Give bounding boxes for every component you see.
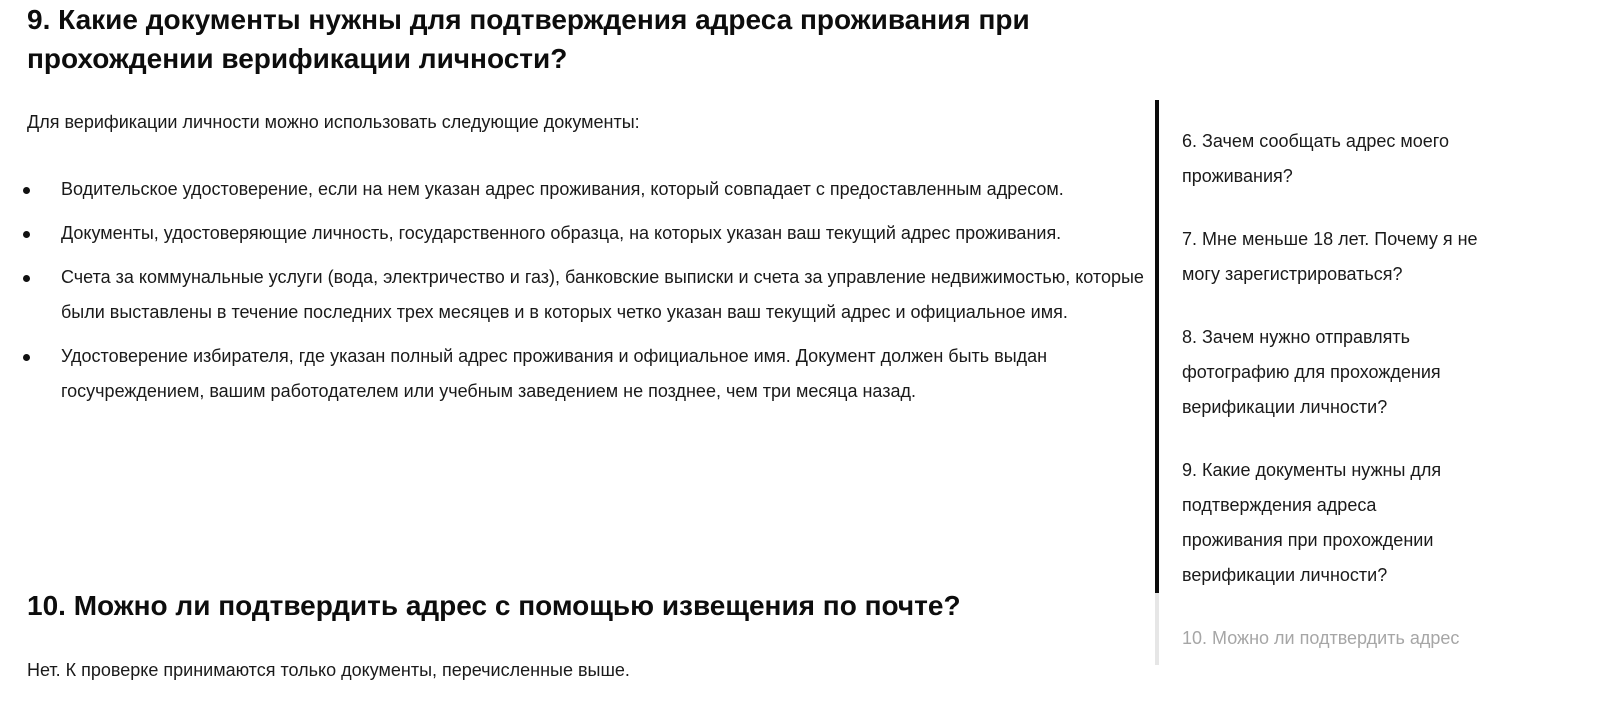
list-item-text: Водительское удостоверение, если на нем указан адрес проживания, который совпадает с предоставленным адресом.: [61, 179, 1064, 199]
list-item: [27, 339, 1157, 409]
bullet-icon: [23, 354, 30, 361]
toc-item-question-8[interactable]: 8. Зачем нужно отправлять фотографию для прохождения верификации личности?: [1182, 327, 1441, 417]
bullet-icon: [23, 187, 30, 194]
toc-item-question-9[interactable]: 9. Какие документы нужны для подтверждения адреса проживания при прохождении верификации личности?: [1182, 460, 1442, 585]
question-10-heading: 10. Можно ли подтвердить адрес с помощью извещения по почте?: [27, 590, 961, 621]
toc-item-question-7[interactable]: 7. Мне меньше 18 лет. Почему я не могу зарегистрироваться?: [1182, 229, 1478, 284]
document-list: [27, 172, 1157, 418]
list-item-text: Документы, удостоверяющие личность, государственного образца, на которых указан ваш текущий адрес проживания.: [61, 223, 1062, 243]
question-9-heading: 9. Какие документы нужны для подтверждения адреса проживания при прохождении верификации личности?: [27, 4, 1030, 74]
list-item-text: Счета за коммунальные услуги (вода, электричество и газ), банковские выписки и счета за управление недвижимостью, которые были выставлены в течение последних трех месяцев и в которых четко указан ваш текущий адрес и официальное имя.: [61, 267, 1144, 322]
list-item: [27, 172, 1157, 207]
list-item: [27, 216, 1157, 251]
toc-item-question-10[interactable]: 10. Можно ли подтвердить адрес: [1182, 628, 1460, 648]
table-of-contents: [1155, 100, 1600, 665]
toc-item-question-6[interactable]: 6. Зачем сообщать адрес моего проживания?: [1182, 131, 1449, 186]
question-10-answer: Нет. К проверке принимаются только документы, перечисленные выше.: [27, 660, 630, 680]
list-item: [27, 260, 1157, 330]
bullet-icon: [23, 275, 30, 282]
bullet-icon: [23, 231, 30, 238]
question-9-intro: Для верификации личности можно использовать следующие документы:: [27, 112, 640, 132]
list-item-text: Удостоверение избирателя, где указан полный адрес проживания и официальное имя. Документ должен быть выдан госучреждением, вашим работодателем или учебным заведением не позднее, чем три месяца назад.: [61, 346, 1048, 401]
toc-progress-bar: [1155, 100, 1159, 593]
